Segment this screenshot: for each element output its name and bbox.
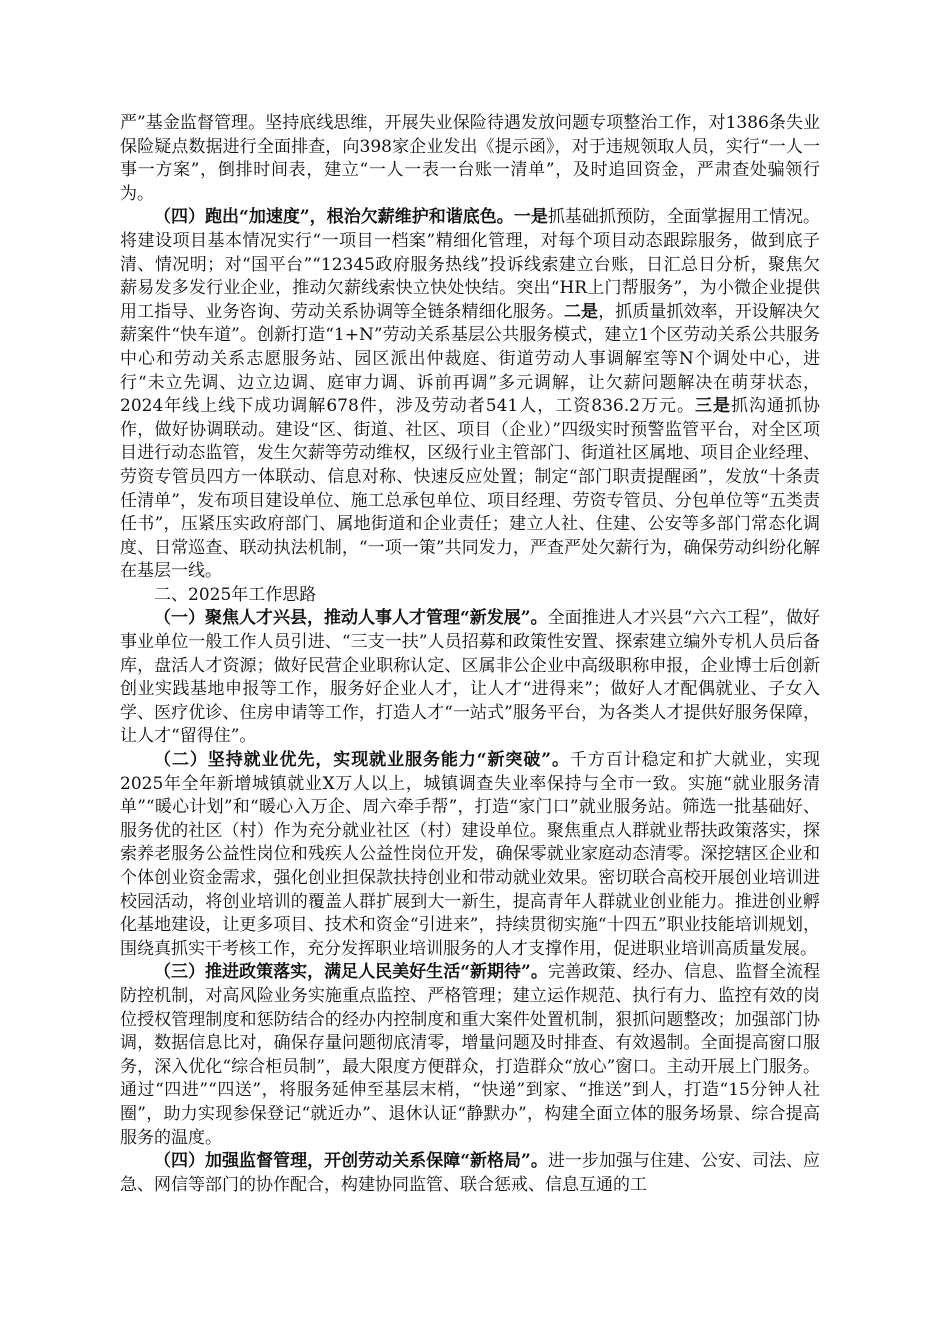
- lead-heading: （二）坚持就业优先，实现就业服务能力“新突破”。: [154, 750, 570, 771]
- ordinal-2: 二是: [563, 301, 599, 322]
- text: 抓沟通抓协作，做好协调联动。建设“区、街道、社区、项目（企业）”四级实时预警监管平台，对全区项目进行动态监管，发生欠薪等劳动维权，区级行业主管部门、街道社区属地、项目企业经理、劳资专管员四方一体联动、信息对称、快速反应处置；制定“部门职责提醒函”，发放“十条责任清单”，发布项目建设单位、施工总承包单位、项目经理、劳资专管员、分包单位等“五类责任书”，压紧压实政府部门、属地街道和企业责任；建立人社、住建、公安等多部门常态化调度、日常巡查、联动执法机制，“一项一策”共同发力，严查严处欠薪行为，确保劳动纠纷化解在基层一线。: [120, 396, 821, 582]
- text: 严”基金监督管理。坚持底线思维，开展失业保险待遇发放问题专项整治工作，对1386条失业保险疑点数据进行全面排查，向398家企业发出《提示函》，对于违规领取人员，实行“一人一事一方案”，倒排时间表，建立“一人一表一台账一清单”，及时追回资金，严肃查处骗领行为。: [120, 113, 820, 204]
- text: ，抓质量抓效率，开设解决欠薪案件“快车道”。创新打造“1+N”劳动关系基层公共服务模式，建立1个区劳动关系公共服务中心和劳动关系志愿服务站、园区派出仲裁庭、街道劳动人事调解室等N个调处中心，进行“未立先调、边立边调、庭审力调、诉前再调”多元调解，让欠薪问题解决在萌芽状态，2024年线上线下成功调解678件，涉及劳动者541人，工资836.2万元。: [120, 301, 821, 417]
- text: 千方百计稳定和扩大就业，实现2025年全年新增城镇就业X万人以上，城镇调查失业率保持与全市一致。实施“就业服务清单”“暖心计划”和“暖心入万企、周六牵手帮”，打造“家门口”就业服务站。筛选一批基础好、服务优的社区（村）作为充分就业社区（村）建设单位。聚焦重点人群就业帮扶政策落实，探索养老服务公益性岗位和残疾人公益性岗位开发，确保零就业家庭动态清零。深挖辖区企业和个体创业资金需求，强化创业担保款扶持创业和带动就业效果。密切联合高校开展创业培训进校园活动，将创业培训的覆盖人群扩展到大一新生，提高青年人群就业创业能力。推进创业孵化基地建设，让更多项目、技术和资金“引进来”，持续贯彻实施“十四五”职业技能培训规划，围绕真抓实干考核工作，充分发挥职业培训服务的人才支撑作用，促进职业培训高质量发展。: [120, 750, 821, 959]
- paragraph-policy: [120, 961, 820, 1150]
- text: 全面推进人才兴县“六六工程”，做好事业单位一般工作人员引进、“三支一扶”人员招募和政策性安置、探索建立编外专机人员后备库，盘活人才资源；做好民营企业职称认定、区属非公企业中高级职称申报，企业博士后创新创业实践基地申报等工作，服务好企业人才，让人才“进得来”；做好人才配偶就业、子女入学、医疗优诊、住房申请等工作，打造人才“一站式”服务平台，为各类人才提供好服务保障，让人才“留得住”。: [120, 608, 820, 747]
- lead-heading: （四）跑出“加速度”，根治欠薪维护和谐底色。: [154, 207, 514, 228]
- lead-heading: （四）加强监督管理，开创劳动关系保障“新格局”。: [154, 1151, 548, 1172]
- paragraph-wage-arrears: [120, 206, 820, 584]
- paragraph-supervision: [120, 1150, 820, 1197]
- text: 进一步加强与住建、公安、司法、应急、网信等部门的协作配合，构建协同监管、联合惩戒、信息互通的工: [120, 1151, 820, 1195]
- paragraph-talent: [120, 607, 820, 749]
- paragraph-employment: [120, 749, 820, 961]
- lead-heading: （一）聚焦人才兴县，推动人事人才管理“新发展”。: [154, 608, 548, 629]
- paragraph-fund-supervision: [120, 112, 820, 206]
- ordinal-1: 一是: [513, 207, 548, 228]
- ordinal-3: 三是: [694, 396, 731, 417]
- lead-heading: （三）推进政策落实，满足人民美好生活“新期待”。: [154, 962, 548, 983]
- text: 抓基础抓预防，全面掌握用工情况。将建设项目基本情况实行“一项目一档案”精细化管理，对每个项目动态跟踪服务，做到底子清、情况明；对“国平台”“12345政府服务热线”投诉线索建立台账，日汇总日分析，聚焦欠薪易发多发行业企业，推动欠薪线索快立快处快结。突出“HR上门帮服务”，为小微企业提供用工指导、业务咨询、劳动关系协调等全链条精细化服务。: [120, 207, 821, 322]
- text: 完善政策、经办、信息、监督全流程防控机制，对高风险业务实施重点监控、严格管理；建立运作规范、执行有力、监控有效的岗位授权管理制度和惩防结合的经办内控制度和重大案件处置机制，狠抓问题整改；加强部门协调，数据信息比对，确保存量问题彻底清零，增量问题及时排查、有效遏制。全面提高窗口服务，深入优化“综合柜员制”，最大限度方便群众，打造群众“放心”窗口。主动开展上门服务。通过“四进”“四送”，将服务延伸至基层末梢，“快递”到家、“推送”到人，打造“15分钟人社圈”，助力实现参保登记“就近办”、退休认证“静默办”，构建全面立体的服务场景、综合提高服务的温度。: [120, 962, 820, 1148]
- section-heading-2025: 二、2025年工作思路: [154, 584, 317, 605]
